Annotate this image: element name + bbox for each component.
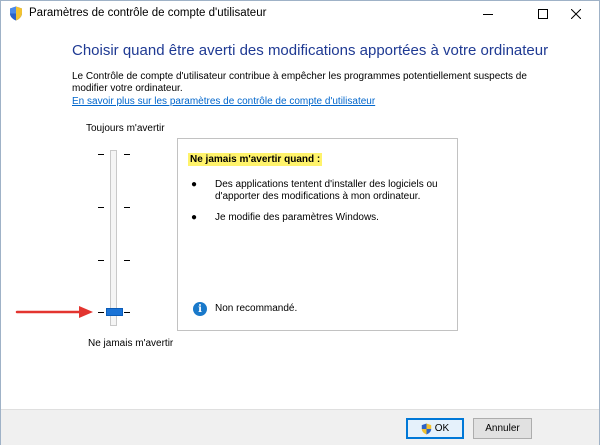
info-icon: i bbox=[193, 302, 207, 316]
maximize-icon bbox=[538, 9, 548, 19]
slider-bottom-label: Ne jamais m'avertir bbox=[88, 338, 174, 349]
close-icon bbox=[571, 9, 581, 19]
bullet-icon: ● bbox=[191, 212, 198, 223]
slider-tick bbox=[124, 154, 130, 155]
window-title: Paramètres de contrôle de compte d'utilisateur bbox=[29, 7, 267, 19]
ok-button[interactable] bbox=[406, 418, 464, 439]
page-heading: Choisir quand être averti des modifications apportées à votre ordinateur bbox=[72, 42, 549, 59]
slider-tick bbox=[98, 207, 104, 208]
learn-more-link[interactable]: En savoir plus sur les paramètres de contrôle de compte d'utilisateur bbox=[72, 96, 376, 107]
cancel-button[interactable] bbox=[473, 418, 532, 439]
panel-list bbox=[190, 179, 452, 233]
warning-note: Non recommandé. bbox=[215, 303, 298, 314]
list-item-text: Je modifie des paramètres Windows. bbox=[215, 212, 379, 223]
list-item bbox=[190, 212, 452, 224]
red-arrow-icon bbox=[15, 304, 95, 320]
slider-tick bbox=[124, 312, 130, 313]
level-description-panel bbox=[177, 138, 458, 331]
dialog-footer bbox=[1, 409, 599, 445]
cancel-label: Annuler bbox=[485, 423, 520, 434]
close-button[interactable] bbox=[554, 1, 598, 27]
minimize-button[interactable] bbox=[466, 1, 510, 27]
notification-level-slider[interactable] bbox=[91, 140, 135, 334]
description-text: Le Contrôle de compte d'utilisateur contribue à empêcher les programmes potentiellement suspects de modifier votre ordinateur. bbox=[72, 71, 527, 94]
minimize-icon bbox=[483, 9, 493, 19]
slider-tick bbox=[98, 260, 104, 261]
uac-shield-icon bbox=[9, 6, 23, 21]
list-item bbox=[190, 179, 452, 203]
panel-title: Ne jamais m'avertir quand : bbox=[190, 154, 321, 165]
title-bar[interactable] bbox=[1, 1, 599, 27]
slider-thumb[interactable] bbox=[106, 308, 123, 316]
uac-shield-icon bbox=[421, 423, 432, 435]
slider-tick bbox=[98, 312, 104, 313]
slider-track[interactable] bbox=[110, 150, 117, 326]
slider-tick bbox=[124, 207, 130, 208]
bullet-icon: ● bbox=[191, 179, 198, 190]
ok-label: OK bbox=[434, 423, 450, 434]
slider-tick bbox=[98, 154, 104, 155]
slider-tick bbox=[124, 260, 130, 261]
slider-top-label: Toujours m'avertir bbox=[86, 123, 165, 134]
list-item-text: Des applications tentent d'installer des logiciels ou d'apporter des modifications à mon ordinateur. bbox=[215, 179, 438, 202]
